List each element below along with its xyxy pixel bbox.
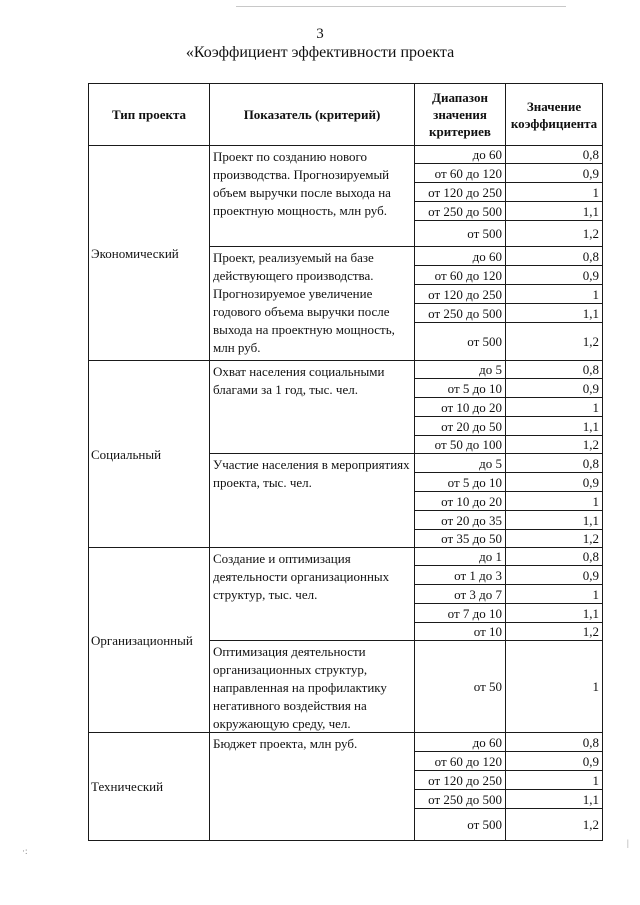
page-number: 3 <box>316 26 324 42</box>
header-value: Значение коэффициента <box>505 83 603 146</box>
value-cell: 1 <box>505 284 603 304</box>
project-type-cell: Технический <box>88 732 210 841</box>
header-indicator: Показатель (критерий) <box>209 83 415 146</box>
header-rule <box>236 6 566 7</box>
scan-speck: ·: <box>22 846 28 856</box>
value-cell: 1,1 <box>505 789 603 809</box>
value-cell: 0,9 <box>505 265 603 285</box>
value-cell: 1,1 <box>505 510 603 530</box>
header-type: Тип проекта <box>88 83 210 146</box>
range-cell: до 60 <box>414 732 506 752</box>
indicator-cell: Оптимизация деятельности организационных структур, направленная на профилактику негативного воздействия на окружающую среду, чел. <box>209 640 415 733</box>
range-cell: от 60 до 120 <box>414 265 506 285</box>
value-cell: 0,8 <box>505 246 603 266</box>
value-cell: 1,2 <box>505 622 603 641</box>
range-cell: от 10 до 20 <box>414 397 506 417</box>
document-title: «Коэффициент эффективности проекта <box>185 44 455 61</box>
range-cell: до 60 <box>414 246 506 266</box>
range-cell: от 50 до 100 <box>414 435 506 454</box>
value-cell: 0,8 <box>505 145 603 164</box>
project-type-cell: Социальный <box>88 360 210 548</box>
range-cell: от 7 до 10 <box>414 603 506 623</box>
value-cell: 0,8 <box>505 732 603 752</box>
value-cell: 1 <box>505 182 603 202</box>
value-cell: 1,2 <box>505 808 603 841</box>
value-cell: 1 <box>505 770 603 790</box>
range-cell: от 10 <box>414 622 506 641</box>
value-cell: 1,2 <box>505 435 603 454</box>
project-type-cell: Организационный <box>88 547 210 733</box>
value-cell: 1,2 <box>505 529 603 548</box>
indicator-cell: Проект по созданию нового производства. Прогнозируемый объем выручки после выхода на проектную мощность, млн руб. <box>209 145 415 247</box>
range-cell: до 5 <box>414 360 506 379</box>
value-cell: 1 <box>505 584 603 604</box>
indicator-cell: Участие населения в мероприятиях проекта, тыс. чел. <box>209 453 415 548</box>
value-cell: 1,1 <box>505 603 603 623</box>
coefficient-table <box>88 83 603 847</box>
range-cell: от 500 <box>414 808 506 841</box>
value-cell: 1 <box>505 397 603 417</box>
indicator-cell: Бюджет проекта, млн руб. <box>209 732 415 841</box>
value-cell: 0,8 <box>505 547 603 566</box>
range-cell: до 5 <box>414 453 506 473</box>
range-cell: от 120 до 250 <box>414 284 506 304</box>
range-cell: от 3 до 7 <box>414 584 506 604</box>
range-cell: от 35 до 50 <box>414 529 506 548</box>
value-cell: 0,9 <box>505 378 603 398</box>
value-cell: 0,9 <box>505 565 603 585</box>
value-cell: 1,1 <box>505 416 603 436</box>
range-cell: от 20 до 50 <box>414 416 506 436</box>
range-cell: от 250 до 500 <box>414 201 506 221</box>
scan-speck: | <box>627 838 629 848</box>
range-cell: от 500 <box>414 220 506 247</box>
value-cell: 0,8 <box>505 453 603 473</box>
range-cell: от 1 до 3 <box>414 565 506 585</box>
range-cell: от 250 до 500 <box>414 303 506 323</box>
range-cell: от 20 до 35 <box>414 510 506 530</box>
range-cell: до 60 <box>414 145 506 164</box>
indicator-cell: Охват населения социальными благами за 1 год, тыс. чел. <box>209 360 415 454</box>
value-cell: 1,1 <box>505 201 603 221</box>
value-cell: 1 <box>505 491 603 511</box>
range-cell: от 60 до 120 <box>414 751 506 771</box>
value-cell: 1,2 <box>505 322 603 361</box>
range-cell: от 60 до 120 <box>414 163 506 183</box>
project-type-cell: Экономический <box>88 145 210 361</box>
value-cell: 1,1 <box>505 303 603 323</box>
range-cell: от 10 до 20 <box>414 491 506 511</box>
range-cell: от 120 до 250 <box>414 182 506 202</box>
value-cell: 0,9 <box>505 751 603 771</box>
range-cell: от 50 <box>414 640 506 733</box>
range-cell: от 5 до 10 <box>414 472 506 492</box>
range-cell: до 1 <box>414 547 506 566</box>
value-cell: 1 <box>505 640 603 733</box>
value-cell: 0,9 <box>505 163 603 183</box>
indicator-cell: Проект, реализуемый на базе действующего производства. Прогнозируемое увеличение годового объема выручки после выхода на проектную мощность, млн руб. <box>209 246 415 361</box>
indicator-cell: Создание и оптимизация деятельности организационных структур, тыс. чел. <box>209 547 415 641</box>
range-cell: от 500 <box>414 322 506 361</box>
range-cell: от 5 до 10 <box>414 378 506 398</box>
range-cell: от 120 до 250 <box>414 770 506 790</box>
range-cell: от 250 до 500 <box>414 789 506 809</box>
value-cell: 0,9 <box>505 472 603 492</box>
header-range: Диапазон значения критериев <box>414 83 506 146</box>
value-cell: 0,8 <box>505 360 603 379</box>
value-cell: 1,2 <box>505 220 603 247</box>
